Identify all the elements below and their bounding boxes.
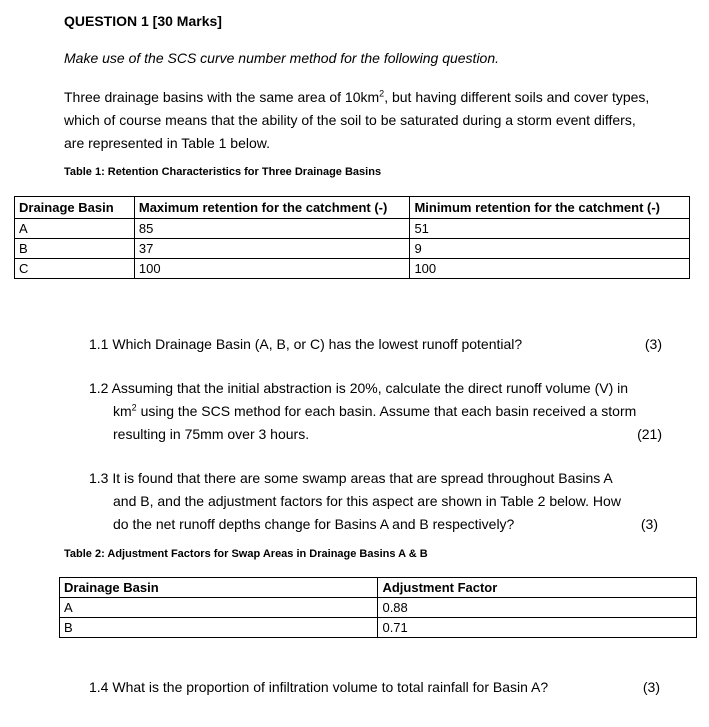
question-text: resulting in 75mm over 3 hours. [113,426,310,442]
question-line: 1.3 It is found that there are some swamp areas that are spread throughout Basins A [89,470,613,486]
table-cell: A [60,598,378,618]
table-header-cell: Adjustment Factor [378,578,697,598]
question-marks: (3) [640,516,658,532]
question-marks: (3) [644,336,662,352]
intro-part1: Three drainage basins with the same area of 10km [64,89,380,105]
question-1-4 [89,676,662,699]
table-row [15,259,690,279]
table-cell: A [15,219,135,239]
table-row [60,598,697,618]
question-superscript: 2 [131,402,137,413]
instruction-text: Make use of the SCS curve number method for the following question. [64,50,500,66]
table-cell: 0.88 [378,598,697,618]
table-cell: 9 [410,239,690,259]
table-cell: 51 [410,219,690,239]
intro-part2: , but having different soils and cover types, which of course means that the ability of the soil to be saturated during a storm event differs, are represented in Table 1 below. [64,89,650,151]
question-line: 1.2 Assuming that the initial abstraction is 20%, calculate the direct runoff volume (V) in [89,380,629,396]
table2-caption: Table 2: Adjustment Factors for Swap Areas in Drainage Basins A & B [64,548,428,560]
table-cell: 100 [410,259,690,279]
question-text: using the SCS method for each basin. Assume that each basin received a storm [136,403,637,419]
table-cell: C [15,259,135,279]
table-header-cell: Drainage Basin [60,578,378,598]
table-cell: B [60,618,378,638]
table-row [15,219,690,239]
table-cell: 37 [134,239,410,259]
table-row [15,239,690,259]
question-text: 1.4 What is the proportion of infiltration volume to total rainfall for Basin A? [89,679,549,695]
question-line [89,513,662,536]
question-text: 1.1 Which Drainage Basin (A, B, or C) has the lowest runoff potential? [89,336,523,352]
table-cell: B [15,239,135,259]
retention-table [14,196,690,279]
intro-superscript: 2 [379,88,385,99]
table-row [60,618,697,638]
question-1-2 [89,377,662,446]
table-header-cell: Drainage Basin [15,197,135,219]
question-marks: (3) [642,679,660,695]
table-header-cell: Maximum retention for the catchment (-) [134,197,410,219]
adjustment-table [59,577,697,638]
table1-caption: Table 1: Retention Characteristics for Three Drainage Basins [64,166,382,178]
question-heading: QUESTION 1 [30 Marks] [64,13,222,29]
question-marks: (21) [637,426,662,442]
question-line [89,400,662,423]
table-cell: 0.71 [378,618,697,638]
intro-paragraph [64,86,654,155]
question-text: do the net runoff depths change for Basins A and B respectively? [113,516,515,532]
question-line [89,423,662,446]
question-unit: km [113,403,132,419]
table-cell: 85 [134,219,410,239]
question-line: and B, and the adjustment factors for this aspect are shown in Table 2 below. How [113,493,621,509]
question-1-1 [89,333,662,356]
table-header-cell: Minimum retention for the catchment (-) [410,197,690,219]
question-1-3 [89,467,662,536]
table-cell: 100 [134,259,410,279]
table-header-row [15,197,690,219]
table-header-row [60,578,697,598]
